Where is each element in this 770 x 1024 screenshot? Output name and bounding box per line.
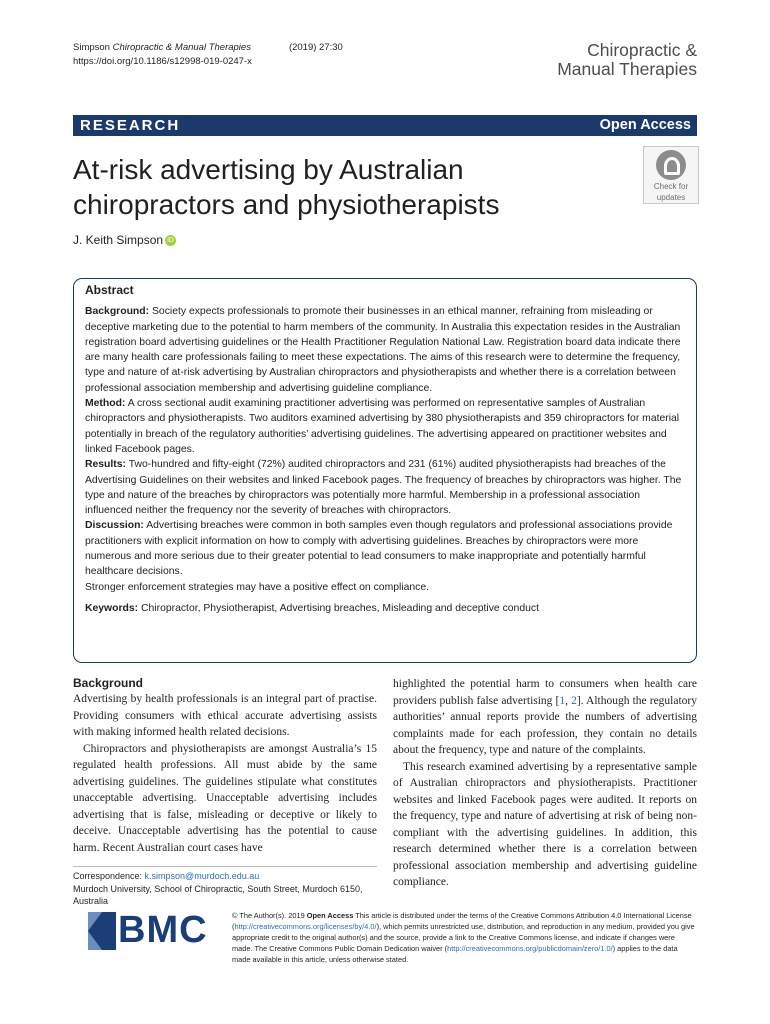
bmc-logo-text: BMC bbox=[118, 909, 208, 951]
body-paragraph-2: Chiropractors and physiotherapists are amongst Australia’s 15 regulated health professions. All must abide by the same advertising guidelines. The guidelines stipulate what constitutes unacceptable advertising. Unacceptable advertising includes advertising that is false, misleading or deceptive or likely to deceive. Unacceptable advertising has the potential to cause harm. Recent Australian court cases have bbox=[73, 742, 377, 854]
open-access-label: Open Access bbox=[599, 117, 691, 133]
abstract-discussion-2: Stronger enforcement strategies may have a positive effect on compliance. bbox=[85, 581, 430, 593]
background-heading: Background bbox=[73, 676, 144, 690]
license-link-zero[interactable]: http://creativecommons.org/publicdomain/zero/1.0/ bbox=[447, 944, 613, 953]
citation-journal: Chiropractic & Manual Therapies bbox=[112, 42, 251, 53]
body-paragraph-3: highlighted the potential harm to consumers when health care providers publish false advertising [1, 2]. Although the regulatory authorities’ annual reports provide the numbers of advertising complaints made for each profession, they contain no details about the frequency, type and nature of the complaints. bbox=[393, 678, 698, 756]
bookmark-icon bbox=[656, 150, 686, 180]
abstract-results: Results: Two-hundred and fifty-eight (72%) audited chiropractors and 231 (61%) audited physiotherapists had breaches of the Advertising Guidelines on their websites and linked Facebook pages. The frequency of breaches by chiropractors was higher. The type and nature of the breaches by chiropractors was potentially more harmful. Membership in a professional association influenced neither the frequency nor the severity of breaches with chiropractors. bbox=[85, 459, 682, 517]
abstract-discussion: Discussion: Advertising breaches were common in both samples even though regulators and professional associations provide practitioners with explicit information on how to comply with advertising guidelines. Breaches by chiropractors were more numerous and more serious due to their greater potential to lead consumers to make inappropriate and potentially harmful healthcare decisions. bbox=[85, 520, 673, 578]
abstract-heading: Abstract bbox=[85, 283, 134, 297]
license-link-by[interactable]: http://creativecommons.org/licenses/by/4.0/ bbox=[234, 922, 377, 931]
body-left-column bbox=[73, 676, 377, 856]
body-right-column bbox=[393, 676, 697, 891]
orcid-icon[interactable]: iD bbox=[165, 235, 176, 246]
journal-title-line2: Manual Therapies bbox=[557, 59, 697, 79]
journal-title-line1: Chiropractic & bbox=[587, 40, 697, 60]
author-line bbox=[73, 233, 176, 247]
correspondence-block bbox=[73, 870, 377, 908]
check-updates-line1: Check for bbox=[653, 182, 689, 191]
article-type-banner bbox=[73, 115, 697, 136]
citation-year-volume: (2019) 27:30 bbox=[288, 42, 343, 53]
license-text: © The Author(s). 2019 Open Access This article is distributed under the terms of the Creative Commons Attribution 4.0 International License (http://creativecommons.org/licenses/by/4.0/), which permits unrestricted use, distribution, and reproduction in any medium, provided you give appropriate credit to the original author(s) and the source, provide a link to the Creative Commons license, and indicate if changes were made. The Creative Commons Public Domain Dedication waiver (http://creativecommons.org/publicdomain/zero/1.0/) applies to the data made available in this article, unless otherwise stated. bbox=[232, 911, 695, 964]
body-paragraph-4: This research examined advertising by a representative sample of Australian chiropractors and physiotherapists. Practitioner websites and linked Facebook pages were audited. It reports on the frequency, type and nature of advertising at risk of being non-compliant with the advertising guidelines. In addition, this research determined whether there is a correlation between professional association membership and advertising guideline compliance. bbox=[393, 760, 697, 888]
footnote-divider bbox=[73, 866, 377, 867]
abstract-background: Background: Society expects professionals to promote their businesses in an ethical manner, refraining from misleading or deceptive marketing due to the potential to harm members of the community. In Australia this expectation resides in the Australian registration board advertising guidelines or the Health Practitioner Regulation National Law. Registration board data indicate there are many health care professionals failing to meet these expectations. The aims of this research were to determine the frequency, type and nature of at-risk advertising by Australian chiropractors and physiotherapists and whether there is a correlation between professional association membership and advertising guideline compliance. bbox=[85, 306, 681, 394]
citation-ref-1[interactable]: 1 bbox=[559, 694, 566, 707]
abstract-keywords: Keywords: Chiropractor, Physiotherapist, Advertising breaches, Misleading and deceptive conduct bbox=[85, 602, 539, 614]
check-for-updates-button[interactable] bbox=[643, 146, 699, 204]
author-name[interactable]: J. Keith Simpson bbox=[73, 233, 164, 247]
article-title: At-risk advertising by Australian chiropractors and physiotherapists bbox=[73, 154, 500, 220]
correspondence-affiliation: Murdoch University, School of Chiropractic, South Street, Murdoch 6150, Australia bbox=[73, 883, 363, 906]
journal-logo bbox=[557, 41, 697, 79]
bmc-logo bbox=[88, 909, 208, 955]
section-label: RESEARCH bbox=[80, 117, 181, 134]
citation-ref-2[interactable]: 2 bbox=[571, 694, 577, 707]
abstract-method: Method: A cross sectional audit examining practitioner advertising was performed on representative samples of Australian chiropractors and physiotherapists. Two auditors examined advertising by 380 physiotherapists and 359 chiropractors for material potentially in breach of the regulatory authorities’ advertising guidelines. The advertising appeared on practitioner websites and linked Facebook pages. bbox=[85, 398, 680, 455]
citation-author: Simpson bbox=[73, 42, 110, 53]
doi-link[interactable]: https://doi.org/10.1186/s12998-019-0247-x bbox=[73, 56, 252, 67]
abstract-box bbox=[73, 278, 697, 663]
body-paragraph-1: Advertising by health professionals is an integral part of practise. Providing consumers with ethical accurate advertising assists with making informed health related decisions. bbox=[73, 693, 377, 738]
correspondence-email[interactable]: k.simpson@murdoch.edu.au bbox=[144, 871, 260, 881]
check-updates-line2: updates bbox=[656, 193, 686, 202]
bmc-logo-icon bbox=[88, 912, 116, 950]
citation-header bbox=[73, 41, 343, 69]
correspondence-label: Correspondence: bbox=[73, 871, 145, 881]
